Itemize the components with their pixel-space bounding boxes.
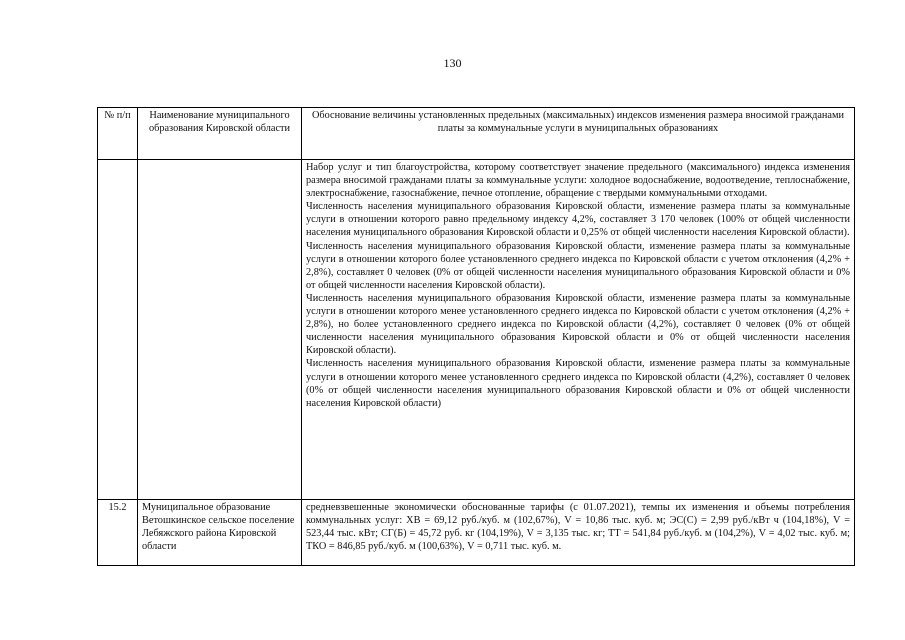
cell-municipality	[138, 160, 302, 500]
paragraph-population-above: Численность населения муниципального образования Кировской области, изменение размера платы за коммунальные услуги в отношении которого более установленного среднего индекса по Кировской области с учетом отклонения (4,2% + 2,8%), составляет 0 человек (0% от общей численности населения муниципального образования Кировской области и 0% от общей численности населения Кировской области).	[306, 240, 850, 291]
cell-justification	[302, 160, 855, 500]
header-justification: Обоснование величины установленных предельных (максимальных) индексов изменения размера вносимой гражданами платы за коммунальные услуги в муниципальных образованиях	[302, 108, 855, 160]
paragraph-population-below: Численность населения муниципального образования Кировской области, изменение размера платы за коммунальные услуги в отношении которого менее установленного среднего индекса по Кировской области (4,2%), составляет 0 человек (0% от общей численности населения муниципального образования Кировской области и 0% от общей численности населения Кировской области)	[306, 358, 850, 409]
cell-number: 15.2	[98, 500, 138, 566]
paragraph-population-between: Численность населения муниципального образования Кировской области, изменение размера платы за коммунальные услуги в отношении которого менее установленного среднего индекса по Кировской области с учетом отклонения (4,2% + 2,8%), но более установленного среднего индекса по Кировской области (4,2%), составляет 0 человек (0% от общей численности населения муниципального образования Кировской области и 0% от общей численности населения Кировской области).	[306, 292, 850, 357]
tariff-index-table	[97, 107, 855, 566]
paragraph-services: Набор услуг и тип благоустройства, которому соответствует значение предельного (максимального) индекса изменения размера вносимой гражданами платы за коммунальные услуги: холодное водоснабжение, водоотведение, теплоснабжение, электроснабжение, газоснабжение, печное отопление, обращение с твердыми коммунальными отходами.	[306, 162, 850, 200]
header-number: № п/п	[98, 108, 138, 160]
header-municipality: Наименование муниципального образования Кировской области	[138, 108, 302, 160]
cell-justification	[302, 500, 855, 566]
cell-number	[98, 160, 138, 500]
page-number: 130	[443, 56, 462, 70]
table-row-continued	[98, 160, 855, 500]
paragraph-tariffs: средневзвешенные экономически обоснованные тарифы (с 01.07.2021), темпы их изменения и объемы потребления коммунальных услуг: ХВ = 69,12 руб./куб. м (102,67%), V = 10,86 тыс. куб. м; ЭС(С) = 2,99 руб./кВт ч (104,18%), V = 523,44 тыс. кВт; СГ(Б) = 45,72 руб. кг (104,19%), V = 3,135 тыс. кг; ТТ = 541,84 руб./куб. м (104,2%), V = 4,02 тыс. куб. м; ТКО = 846,85 руб./куб. м (100,63%), V = 0,711 тыс. куб. м.	[306, 502, 850, 553]
table-header-row	[98, 108, 855, 160]
cell-municipality: Муниципальное образование Ветошкинское сельское поселение Лебяжского района Кировской области	[138, 500, 302, 566]
table-row-15-2	[98, 500, 855, 566]
paragraph-population-equal: Численность населения муниципального образования Кировской области, изменение размера платы за коммунальные услуги в отношении которого равно предельному индексу 4,2%, составляет 3 170 человек (100% от общей численности населения муниципального образования Кировской области и 0,25% от общей численности населения Кировской области).	[306, 201, 850, 239]
